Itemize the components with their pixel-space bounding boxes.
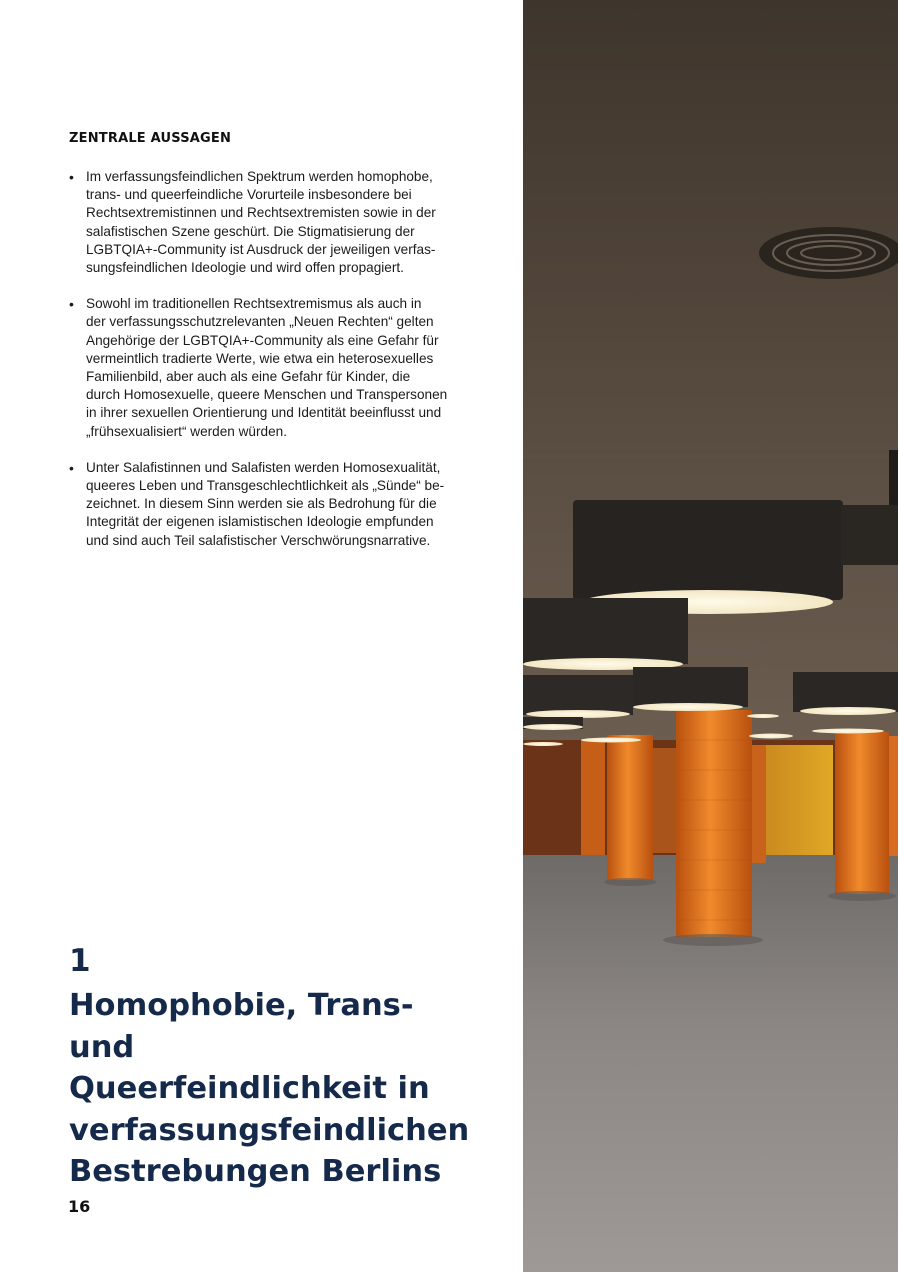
bullet-item: • Sowohl im traditionellen Rechtsextremismus als auch in der verfassungsschutzrelevanten „Neuen Rechten“ gelten Angehörige der LGBTQIA+-Community als eine Gefahr für vermeintlich tradierte Werte, wie etwa ein heterosexuelles Familienbild, aber auch als eine Gefahr für Kinder, die durch Homosexuelle, queere Menschen und Transpersonen in ihrer sexuellen Orientierung und Identität beeinflusst und „frühsexualisiert“ werden würden. (69, 295, 449, 441)
bullet-item: • Im verfassungsfeindlichen Spektrum werden homophobe, trans- und queerfeindliche Vorurteile insbesondere bei Rechtsextremistinnen und Rechtsextremisten sowie in der salafistischen Szene geschürt. Die Stigmatisierung der LGBTQIA+-Community ist Ausdruck der jeweiligen verfas- sungsfeindlichen Ideologie und wird offen propagiert. (69, 168, 449, 277)
page-number: 16 (68, 1197, 91, 1216)
chapter-title: Homophobie, Trans- und Queerfeindlichkeit in verfassungsfeindlichen Bestrebungen Berlins (69, 988, 470, 1190)
key-statements-heading: ZENTRALE AUSSAGEN (69, 131, 232, 146)
hall-photo (523, 0, 898, 1272)
bullet-item: • Unter Salafistinnen und Salafisten werden Homosexualität, queeres Leben und Transgeschlechtlichkeit als „Sünde“ be- zeichnet. In diesem Sinn werden sie als Bedrohung für die Integrität der eigenen islamistischen Ideologie empfunden und sind auch Teil salafistischer Verschwörungsnarrative. (69, 459, 449, 550)
chapter-number: 1 (69, 943, 91, 979)
key-statements-list (69, 168, 449, 568)
